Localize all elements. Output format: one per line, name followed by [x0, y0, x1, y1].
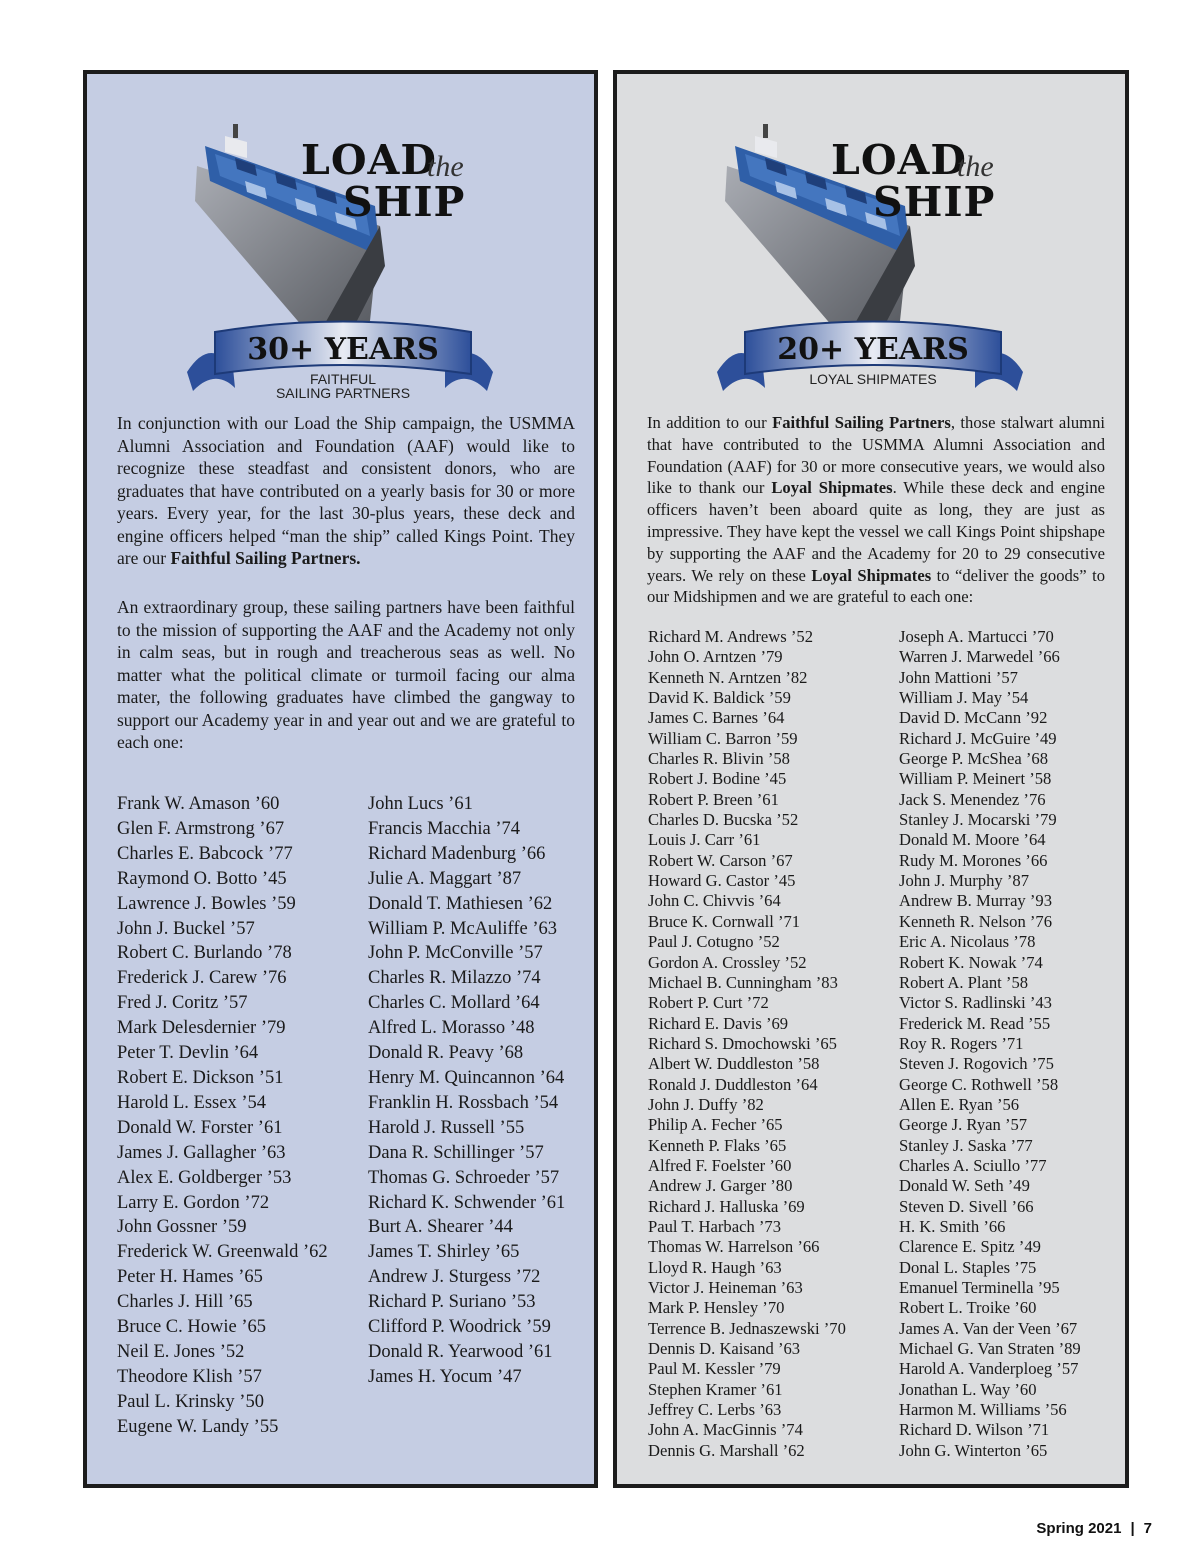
- donor-name: Richard J. Halluska ’69: [648, 1196, 805, 1216]
- donor-name: Richard E. Davis ’69: [648, 1013, 789, 1033]
- donor-name: Stanley J. Saska ’77: [899, 1135, 1033, 1155]
- donor-name: Charles R. Milazzo ’74: [368, 968, 541, 989]
- donor-name: John J. Duffy ’82: [648, 1094, 764, 1114]
- donor-name: Charles C. Mollard ’64: [368, 993, 540, 1014]
- donor-name: James T. Shirley ’65: [368, 1242, 520, 1263]
- donor-name: Neil E. Jones ’52: [117, 1341, 245, 1362]
- footer-separator: |: [1130, 1520, 1135, 1537]
- donor-name: Andrew B. Murray ’93: [899, 891, 1052, 911]
- donor-list-column-2: [368, 792, 565, 1390]
- emphasis-loyal-shipmates: Loyal Shipmates: [811, 565, 932, 585]
- donor-name: Eugene W. Landy ’55: [117, 1416, 279, 1437]
- donor-name: Howard G. Castor ’45: [648, 871, 796, 891]
- donor-name: Mark Delesdernier ’79: [117, 1018, 286, 1039]
- page-number: 7: [1143, 1520, 1152, 1537]
- donor-name: Michael B. Cunningham ’83: [648, 972, 838, 992]
- donor-name: Bruce C. Howie ’65: [117, 1317, 266, 1338]
- intro-text: In conjunction with our Load the Ship campaign, the USMMA Alumni Association and Foundation (AAF) would like to recognize these steadfast and consistent donors, who are graduates that have contributed on a yearly basis for 30 or more years. Every year, for the last 30-plus years, these deck and engine officers helped “man the ship” called Kings Point. They are our: [117, 413, 575, 568]
- donor-name: Theodore Klish ’57: [117, 1366, 262, 1387]
- donor-name: George P. McShea ’68: [899, 749, 1049, 769]
- donor-name: Harold J. Russell ’55: [368, 1117, 525, 1138]
- donor-name: Stephen Kramer ’61: [648, 1379, 783, 1399]
- banner-subtitle: [223, 372, 463, 400]
- intro-paragraph: [647, 412, 1105, 608]
- load-the-ship-logo: [705, 106, 1035, 396]
- donor-name: Kenneth R. Nelson ’76: [899, 911, 1053, 931]
- donor-name: John P. McConville ’57: [368, 943, 543, 964]
- donor-name: James C. Barnes ’64: [648, 708, 785, 728]
- donor-list-column-2: [899, 627, 1081, 1461]
- banner-subtitle-line2: SAILING PARTNERS: [275, 385, 411, 401]
- logo-ship-text: SHIP: [343, 178, 466, 226]
- page-footer: [1036, 1520, 1152, 1537]
- donor-name: Peter H. Hames ’65: [117, 1267, 263, 1288]
- donor-name: Andrew J. Garger ’80: [648, 1176, 793, 1196]
- emphasis-loyal-shipmates: Loyal Shipmates: [771, 478, 893, 498]
- donor-name: William J. May ’54: [899, 688, 1029, 708]
- donor-name: Frank W. Amason ’60: [117, 794, 280, 814]
- donor-name: Bruce K. Cornwall ’71: [648, 911, 801, 931]
- donor-name: John G. Winterton ’65: [899, 1440, 1048, 1460]
- donor-name: Michael G. Van Straten ’89: [899, 1339, 1081, 1359]
- donor-name: Jack S. Menendez ’76: [899, 789, 1046, 809]
- donor-name: Ronald J. Duddleston ’64: [648, 1074, 818, 1094]
- donor-name: Donald R. Yearwood ’61: [368, 1341, 553, 1362]
- donor-name: Raymond O. Botto ’45: [117, 868, 287, 889]
- donor-name: Clifford P. Woodrick ’59: [368, 1317, 551, 1338]
- donor-name: Emanuel Terminella ’95: [899, 1278, 1060, 1297]
- donor-name: Harold L. Essex ’54: [117, 1092, 266, 1113]
- issue-label: Spring 2021: [1036, 1520, 1122, 1537]
- intro-text: to “deliver the goods” to our Midshipmen and we are grateful to each one:: [647, 565, 1105, 607]
- donor-name: John O. Arntzen ’79: [648, 647, 783, 667]
- donor-name: Dennis G. Marshall ’62: [648, 1440, 805, 1460]
- donor-name: Donal L. Staples ’75: [899, 1257, 1037, 1277]
- donor-name: Peter T. Devlin ’64: [117, 1043, 259, 1064]
- donor-name: Robert E. Dickson ’51: [117, 1067, 284, 1088]
- donor-name: Kenneth P. Flaks ’65: [648, 1135, 787, 1155]
- donor-name: Rudy M. Morones ’66: [899, 850, 1048, 870]
- donor-name: Robert J. Bodine ’45: [648, 769, 787, 789]
- emphasis-faithful-sailing-partners: Faithful Sailing Partners.: [170, 548, 361, 568]
- banner-years-label: 30+ YEARS: [247, 332, 439, 367]
- donor-name: Steven J. Rogovich ’75: [899, 1054, 1054, 1074]
- donor-name: Robert K. Nowak ’74: [899, 952, 1043, 972]
- logo-ship-text: SHIP: [873, 178, 996, 226]
- donor-name: Dana R. Schillinger ’57: [368, 1142, 544, 1163]
- donor-name: Burt A. Shearer ’44: [368, 1217, 513, 1238]
- donor-name: John Lucs ’61: [368, 794, 473, 814]
- donor-name: Frederick J. Carew ’76: [117, 968, 287, 989]
- donor-name: Harmon M. Williams ’56: [899, 1400, 1067, 1420]
- donor-name: William C. Barron ’59: [648, 728, 798, 748]
- donor-name: Richard K. Schwender ’61: [368, 1192, 566, 1213]
- intro-text: In addition to our: [647, 413, 773, 432]
- donor-name: Francis Macchia ’74: [368, 818, 521, 839]
- donor-name: Eric A. Nicolaus ’78: [899, 932, 1036, 952]
- donor-name: William P. Meinert ’58: [899, 769, 1052, 789]
- donor-name: Robert W. Carson ’67: [648, 850, 793, 870]
- loyal-shipmates-panel: [613, 70, 1129, 1488]
- donor-name: Dennis D. Kaisand ’63: [648, 1339, 801, 1359]
- donor-name: Steven D. Sivell ’66: [899, 1196, 1034, 1216]
- donor-name: Albert W. Duddleston ’58: [648, 1054, 820, 1074]
- donor-list-column-1: [117, 792, 328, 1440]
- donor-name: Stanley J. Mocarski ’79: [899, 810, 1057, 830]
- donor-name: George J. Ryan ’57: [899, 1115, 1028, 1135]
- donor-name: Robert A. Plant ’58: [899, 972, 1029, 992]
- donor-name: James H. Yocum ’47: [368, 1366, 522, 1387]
- donor-name: John Mattioni ’57: [899, 667, 1018, 687]
- donor-name: Robert C. Burlando ’78: [117, 943, 292, 964]
- donor-name: Donald T. Mathiesen ’62: [368, 893, 553, 914]
- banner-subtitle-line1: FAITHFUL: [309, 371, 377, 387]
- donor-name: George C. Rothwell ’58: [899, 1074, 1059, 1094]
- donor-name: Alfred F. Foelster ’60: [648, 1155, 792, 1175]
- donor-name: Richard J. McGuire ’49: [899, 728, 1057, 748]
- donor-name: Donald W. Seth ’49: [899, 1176, 1030, 1196]
- donor-name: Victor S. Radlinski ’43: [899, 993, 1052, 1013]
- intro-paragraph-2: An extraordinary group, these sailing partners have been faithful to the mission of supporting the AAF and the Academy not only in calm seas, but in rough and treacherous seas as well. No matter what the political climate or turmoil facing our alma mater, the following graduates have climbed the gangway to support our Academy year in and year out and we are grateful to each one:: [117, 597, 575, 752]
- logo-the-text: the: [957, 150, 994, 183]
- donor-name: Fred J. Coritz ’57: [117, 993, 248, 1014]
- banner-subtitle: [753, 372, 993, 386]
- donor-name: Lloyd R. Haugh ’63: [648, 1257, 782, 1277]
- donor-name: John J. Buckel ’57: [117, 918, 255, 939]
- donor-name: Alex E. Goldberger ’53: [117, 1167, 292, 1188]
- donor-name: Paul T. Harbach ’73: [648, 1216, 782, 1236]
- donor-name: Andrew J. Sturgess ’72: [368, 1267, 541, 1288]
- donor-name: Clarence E. Spitz ’49: [899, 1237, 1041, 1257]
- donor-list-column-1: [648, 627, 846, 1461]
- donor-name: Gordon A. Crossley ’52: [648, 952, 807, 972]
- donor-name: Paul L. Krinsky ’50: [117, 1391, 264, 1412]
- donor-name: Charles A. Sciullo ’77: [899, 1155, 1047, 1175]
- donor-name: Robert P. Breen ’61: [648, 789, 779, 809]
- logo-the-text: the: [427, 150, 464, 183]
- donor-name: Richard P. Suriano ’53: [368, 1292, 536, 1313]
- donor-name: Richard S. Dmochowski ’65: [648, 1033, 837, 1053]
- donor-name: Warren J. Marwedel ’66: [899, 647, 1060, 667]
- donor-name: Franklin H. Rossbach ’54: [368, 1092, 559, 1113]
- donor-name: Jeffrey C. Lerbs ’63: [648, 1400, 782, 1420]
- donor-name: Donald W. Forster ’61: [117, 1117, 283, 1138]
- donor-name: John J. Murphy ’87: [899, 871, 1029, 891]
- donor-name: Roy R. Rogers ’71: [899, 1033, 1024, 1053]
- donor-name: Richard M. Andrews ’52: [648, 627, 813, 646]
- donor-name: James J. Gallagher ’63: [117, 1142, 286, 1163]
- donor-name: Henry M. Quincannon ’64: [368, 1067, 565, 1088]
- donor-name: Lawrence J. Bowles ’59: [117, 893, 296, 914]
- donor-name: Richard D. Wilson ’71: [899, 1420, 1050, 1440]
- donor-name: Robert L. Troike ’60: [899, 1298, 1037, 1318]
- donor-name: John Gossner ’59: [117, 1217, 247, 1238]
- donor-name: John C. Chivvis ’64: [648, 891, 781, 911]
- donor-name: Frederick W. Greenwald ’62: [117, 1242, 328, 1263]
- donor-name: Charles R. Blivin ’58: [648, 749, 790, 769]
- intro-text: , those stalwart alumni that have contributed to the USMMA Alumni Association and Foundation (AAF) for 30 or more consecutive years, we would also like to thank our: [647, 413, 1105, 498]
- donor-name: Thomas W. Harrelson ’66: [648, 1237, 820, 1257]
- donor-name: Paul M. Kessler ’79: [648, 1359, 781, 1379]
- donor-name: Louis J. Carr ’61: [648, 830, 761, 850]
- donor-name: Alfred L. Morasso ’48: [368, 1018, 535, 1039]
- donor-name: Thomas G. Schroeder ’57: [368, 1167, 560, 1188]
- donor-name: Robert P. Curt ’72: [648, 993, 769, 1013]
- intro-text: . While these deck and engine officers haven’t been aboard quite as long, they are just as impressive. They have kept the vessel we call Kings Point shipshape by supporting the AAF and the Academy for 20 to 29 consecutive years. We rely on these: [647, 478, 1106, 585]
- donor-name: Joseph A. Martucci ’70: [899, 627, 1054, 646]
- banner-subtitle-line1: LOYAL SHIPMATES: [809, 371, 937, 387]
- faithful-sailing-partners-panel: [83, 70, 598, 1488]
- donor-name: Philip A. Fecher ’65: [648, 1115, 783, 1135]
- donor-name: Mark P. Hensley ’70: [648, 1298, 785, 1318]
- logo-load-text: LOAD: [301, 136, 437, 184]
- donor-name: Paul J. Cotugno ’52: [648, 932, 780, 952]
- donor-name: David K. Baldick ’59: [648, 688, 791, 708]
- donor-name: John A. MacGinnis ’74: [648, 1420, 803, 1440]
- donor-name: Victor J. Heineman ’63: [648, 1278, 803, 1297]
- donor-name: Charles E. Babcock ’77: [117, 843, 293, 864]
- donor-name: Glen F. Armstrong ’67: [117, 818, 285, 839]
- donor-name: Donald M. Moore ’64: [899, 830, 1046, 850]
- emphasis-faithful-sailing-partners: Faithful Sailing Partners: [772, 413, 951, 432]
- banner-years-label: 20+ YEARS: [777, 332, 969, 367]
- donor-name: Harold A. Vanderploeg ’57: [899, 1359, 1079, 1379]
- donor-name: Jonathan L. Way ’60: [899, 1379, 1037, 1399]
- donor-name: William P. McAuliffe ’63: [368, 918, 558, 939]
- donor-name: Donald R. Peavy ’68: [368, 1043, 524, 1064]
- logo-load-text: LOAD: [831, 136, 967, 184]
- donor-name: Charles D. Bucska ’52: [648, 810, 799, 830]
- load-the-ship-logo: [175, 106, 505, 401]
- intro-paragraph-1: [117, 412, 575, 570]
- donor-name: Charles J. Hill ’65: [117, 1292, 253, 1313]
- donor-name: Allen E. Ryan ’56: [899, 1094, 1020, 1114]
- donor-name: Kenneth N. Arntzen ’82: [648, 667, 808, 687]
- donor-name: Larry E. Gordon ’72: [117, 1192, 270, 1213]
- donor-name: David D. McCann ’92: [899, 708, 1048, 728]
- donor-name: Julie A. Maggart ’87: [368, 868, 522, 889]
- donor-name: Richard Madenburg ’66: [368, 843, 546, 864]
- donor-name: H. K. Smith ’66: [899, 1216, 1006, 1236]
- donor-name: James A. Van der Veen ’67: [899, 1318, 1078, 1338]
- donor-name: Frederick M. Read ’55: [899, 1013, 1051, 1033]
- donor-name: Terrence B. Jednaszewski ’70: [648, 1318, 846, 1338]
